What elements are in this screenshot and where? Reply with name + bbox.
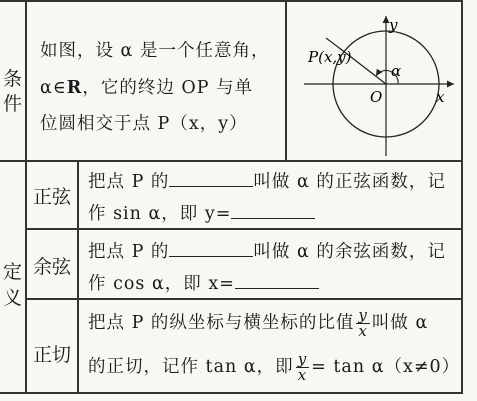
hline-cosine-divider	[25, 298, 462, 300]
hline-sine-divider	[25, 228, 462, 230]
cosine-label: 余弦	[33, 256, 72, 278]
unit-circle-figure	[286, 2, 461, 159]
y-axis-label: y	[389, 16, 398, 34]
cosine-line-1-prefix: 把点 P 的	[88, 242, 170, 262]
definition-label-char-1: 定	[3, 261, 23, 283]
sine-line-1-suffix: 叫做 α 的正弦函数，记	[253, 172, 446, 192]
condition-line-2-suffix: ，它的终边 OP 与单	[82, 78, 254, 98]
angle-alpha-label: α	[391, 62, 402, 80]
tangent-line-1-suffix: 叫做 α	[371, 313, 429, 333]
condition-line-2-prefix: α∈	[40, 78, 67, 98]
tangent-formula-denominator: x	[297, 366, 308, 384]
hline-condition-divider	[0, 160, 462, 162]
vline-right-border	[461, 0, 463, 394]
condition-label-char-2: 件	[3, 93, 23, 115]
tangent-line-1-prefix: 把点 P 的纵坐标与横坐标的比值	[88, 313, 355, 333]
condition-line-2	[40, 74, 253, 99]
tangent-line-2-suffix: = tan α（x≠0）	[311, 357, 461, 377]
terminal-side-extension	[326, 38, 338, 47]
tangent-ratio-denominator: x	[358, 322, 368, 340]
condition-label-char-1: 条	[3, 68, 23, 90]
tangent-formula-numerator: y	[297, 350, 308, 368]
tangent-ratio-numerator: y	[358, 306, 368, 324]
cosine-line-2	[88, 270, 319, 295]
tangent-label: 正切	[33, 344, 72, 366]
cosine-blank-2	[235, 274, 319, 289]
sine-label: 正弦	[33, 186, 72, 208]
sine-line-1-prefix: 把点 P 的	[88, 172, 170, 192]
cosine-line-1-suffix: 叫做 α 的余弦函数，记	[253, 242, 446, 262]
tangent-line-2-prefix: 的正切，记作 tan α，即	[88, 357, 294, 377]
x-axis-label: x	[436, 88, 445, 106]
definition-label-char-2: 义	[3, 287, 23, 309]
sine-blank-1	[169, 172, 253, 187]
sine-line-2	[88, 200, 315, 225]
vline-label-column	[25, 0, 27, 394]
cosine-blank-1	[169, 242, 253, 257]
tangent-line-2	[88, 352, 460, 383]
hline-bottom-border	[0, 392, 462, 394]
tangent-formula-fraction	[296, 352, 309, 383]
sine-line-1	[88, 168, 446, 193]
sine-line-2-prefix: 作 sin α，即 y=	[88, 204, 232, 224]
origin-label: O	[370, 88, 383, 106]
vline-sublabel-column	[77, 160, 79, 394]
real-set-symbol: R	[66, 78, 83, 98]
condition-line-3: 位圆相交于点 P（x，y）	[40, 114, 248, 134]
tangent-line-1	[88, 308, 428, 339]
cosine-line-1	[88, 238, 446, 263]
sine-blank-2	[231, 204, 315, 219]
point-p-label: P(x,y)	[308, 48, 352, 66]
tangent-ratio-fraction	[356, 308, 369, 339]
condition-line-1: 如图，设 α 是一个任意角，	[40, 41, 270, 61]
cosine-line-2-prefix: 作 cos α，即 x=	[88, 274, 235, 294]
